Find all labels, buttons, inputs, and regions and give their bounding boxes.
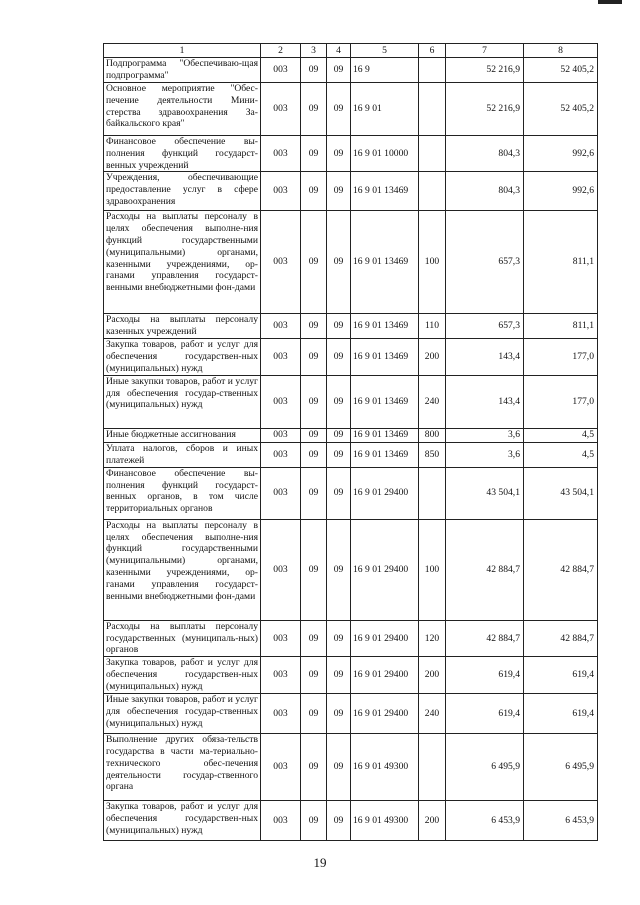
amount-cell-col7: 804,3 [446,172,524,211]
section-cell: 09 [301,519,327,620]
header-cell: 8 [524,44,598,58]
table-row [104,211,598,314]
table-row [104,620,598,656]
section-cell: 09 [301,58,327,83]
target-article-cell: 16 9 01 29400 [351,519,419,620]
expense-type-cell: 850 [419,442,446,467]
target-article-cell: 16 9 01 13469 [351,339,419,375]
section-cell: 09 [301,428,327,442]
subsection-cell: 09 [327,694,351,734]
section-cell: 09 [301,136,327,172]
amount-cell-col7: 619,4 [446,657,524,694]
code-cell: 003 [261,314,301,339]
table-row [104,442,598,467]
table-row [104,467,598,519]
subsection-cell: 09 [327,620,351,656]
amount-cell-col8: 43 504,1 [524,467,598,519]
subsection-cell: 09 [327,734,351,801]
target-article-cell: 16 9 [351,58,419,83]
target-article-cell: 16 9 01 29400 [351,467,419,519]
table-row [104,136,598,172]
section-cell: 09 [301,734,327,801]
amount-cell-col8: 177,0 [524,339,598,375]
row-name-cell: Иные закупки товаров, работ и услуг для обеспечения государ-ственных (муниципальных) нужд [104,694,261,734]
header-cell: 1 [104,44,261,58]
target-article-cell: 16 9 01 13469 [351,442,419,467]
amount-cell-col7: 42 884,7 [446,620,524,656]
code-cell: 003 [261,442,301,467]
target-article-cell: 16 9 01 [351,83,419,136]
row-name-cell: Закупка товаров, работ и услуг для обеспечения государствен-ных (муниципальных) нужд [104,339,261,375]
row-name-cell: Основное мероприятие "Обес-печение деятельности Мини-стерства здравоохранения За-байкальского края" [104,83,261,136]
row-name-cell: Закупка товаров, работ и услуг для обеспечения государствен-ных (муниципальных) нужд [104,801,261,841]
amount-cell-col8: 619,4 [524,657,598,694]
header-cell: 2 [261,44,301,58]
expense-type-cell [419,136,446,172]
section-cell: 09 [301,172,327,211]
amount-cell-col7: 6 495,9 [446,734,524,801]
table-row [104,801,598,841]
code-cell: 003 [261,801,301,841]
row-name-cell: Финансовое обеспечение вы-полнения функций государст-венных органов, в том числе территориальных органов [104,467,261,519]
subsection-cell: 09 [327,467,351,519]
amount-cell-col7: 42 884,7 [446,519,524,620]
amount-cell-col8: 992,6 [524,172,598,211]
expense-type-cell [419,83,446,136]
row-name-cell: Иные закупки товаров, работ и услуг для обеспечения государ-ственных (муниципальных) нужд [104,375,261,428]
code-cell: 003 [261,734,301,801]
row-name-cell: Учреждения, обеспечивающие предоставление услуг в сфере здравоохранения [104,172,261,211]
section-cell: 09 [301,442,327,467]
header-cell: 6 [419,44,446,58]
table-body [104,44,598,841]
amount-cell-col8: 42 884,7 [524,519,598,620]
amount-cell-col8: 177,0 [524,375,598,428]
amount-cell-col8: 4,5 [524,442,598,467]
section-cell: 09 [301,83,327,136]
expense-type-cell [419,467,446,519]
target-article-cell: 16 9 01 13469 [351,314,419,339]
expense-type-cell [419,58,446,83]
subsection-cell: 09 [327,172,351,211]
amount-cell-col8: 811,1 [524,211,598,314]
subsection-cell: 09 [327,519,351,620]
code-cell: 003 [261,467,301,519]
code-cell: 003 [261,519,301,620]
expense-type-cell: 240 [419,694,446,734]
expense-type-cell: 200 [419,339,446,375]
expense-type-cell: 800 [419,428,446,442]
section-cell: 09 [301,375,327,428]
expense-type-cell: 100 [419,211,446,314]
table-row [104,519,598,620]
row-name-cell: Иные бюджетные ассигнования [104,428,261,442]
code-cell: 003 [261,58,301,83]
subsection-cell: 09 [327,442,351,467]
amount-cell-col8: 6 495,9 [524,734,598,801]
amount-cell-col7: 619,4 [446,694,524,734]
row-name-cell: Подпрограмма "Обеспечиваю-щая подпрограмма" [104,58,261,83]
budget-table [103,43,598,841]
amount-cell-col8: 52 405,2 [524,58,598,83]
amount-cell-col8: 992,6 [524,136,598,172]
section-cell: 09 [301,339,327,375]
row-name-cell: Расходы на выплаты персоналу казенных учреждений [104,314,261,339]
table-row [104,58,598,83]
section-cell: 09 [301,801,327,841]
section-cell: 09 [301,467,327,519]
section-cell: 09 [301,657,327,694]
subsection-cell: 09 [327,375,351,428]
header-row [104,44,598,58]
amount-cell-col7: 3,6 [446,428,524,442]
scan-edge-mark [598,0,622,4]
expense-type-cell [419,734,446,801]
section-cell: 09 [301,211,327,314]
subsection-cell: 09 [327,801,351,841]
expense-type-cell: 120 [419,620,446,656]
row-name-cell: Уплата налогов, сборов и иных платежей [104,442,261,467]
code-cell: 003 [261,83,301,136]
amount-cell-col7: 804,3 [446,136,524,172]
expense-type-cell: 100 [419,519,446,620]
header-cell: 7 [446,44,524,58]
amount-cell-col8: 42 884,7 [524,620,598,656]
expense-type-cell [419,172,446,211]
section-cell: 09 [301,694,327,734]
target-article-cell: 16 9 01 13469 [351,211,419,314]
table-row [104,314,598,339]
table-row [104,83,598,136]
amount-cell-col7: 143,4 [446,375,524,428]
subsection-cell: 09 [327,657,351,694]
subsection-cell: 09 [327,428,351,442]
code-cell: 003 [261,211,301,314]
code-cell: 003 [261,375,301,428]
table-row [104,172,598,211]
amount-cell-col7: 52 216,9 [446,83,524,136]
subsection-cell: 09 [327,339,351,375]
code-cell: 003 [261,620,301,656]
row-name-cell: Расходы на выплаты персоналу в целях обеспечения выполне-ния функций государственными (муниципальными) органами, казенными учреждениями, ор-ганами управления государст-венными внебюджетными фон-дами [104,211,261,314]
code-cell: 003 [261,428,301,442]
section-cell: 09 [301,620,327,656]
amount-cell-col7: 52 216,9 [446,58,524,83]
amount-cell-col8: 4,5 [524,428,598,442]
header-cell: 3 [301,44,327,58]
target-article-cell: 16 9 01 49300 [351,734,419,801]
target-article-cell: 16 9 01 29400 [351,657,419,694]
table-row [104,339,598,375]
code-cell: 003 [261,172,301,211]
amount-cell-col7: 3,6 [446,442,524,467]
amount-cell-col7: 43 504,1 [446,467,524,519]
subsection-cell: 09 [327,83,351,136]
amount-cell-col7: 657,3 [446,211,524,314]
target-article-cell: 16 9 01 49300 [351,801,419,841]
target-article-cell: 16 9 01 29400 [351,620,419,656]
header-cell: 5 [351,44,419,58]
subsection-cell: 09 [327,211,351,314]
target-article-cell: 16 9 01 10000 [351,136,419,172]
table-row [104,734,598,801]
header-cell: 4 [327,44,351,58]
page-number: 19 [313,855,327,870]
code-cell: 003 [261,694,301,734]
row-name-cell: Финансовое обеспечение вы-полнения функций государст-венных учреждений [104,136,261,172]
amount-cell-col8: 52 405,2 [524,83,598,136]
target-article-cell: 16 9 01 29400 [351,694,419,734]
code-cell: 003 [261,339,301,375]
expense-type-cell: 200 [419,657,446,694]
amount-cell-col8: 811,1 [524,314,598,339]
expense-type-cell: 240 [419,375,446,428]
target-article-cell: 16 9 01 13469 [351,428,419,442]
table-row [104,694,598,734]
table-row [104,657,598,694]
target-article-cell: 16 9 01 13469 [351,375,419,428]
target-article-cell: 16 9 01 13469 [351,172,419,211]
amount-cell-col7: 143,4 [446,339,524,375]
table-row [104,375,598,428]
row-name-cell: Закупка товаров, работ и услуг для обеспечения государствен-ных (муниципальных) нужд [104,657,261,694]
subsection-cell: 09 [327,314,351,339]
row-name-cell: Выполнение других обяза-тельств государства в части ма-териально-технического обес-печения деятельности государ-ственного органа [104,734,261,801]
expense-type-cell: 200 [419,801,446,841]
table-row [104,428,598,442]
amount-cell-col8: 619,4 [524,694,598,734]
subsection-cell: 09 [327,136,351,172]
section-cell: 09 [301,314,327,339]
code-cell: 003 [261,657,301,694]
expense-type-cell: 110 [419,314,446,339]
code-cell: 003 [261,136,301,172]
amount-cell-col7: 6 453,9 [446,801,524,841]
subsection-cell: 09 [327,58,351,83]
amount-cell-col7: 657,3 [446,314,524,339]
amount-cell-col8: 6 453,9 [524,801,598,841]
row-name-cell: Расходы на выплаты персоналу в целях обеспечения выполне-ния функций государственными (муниципальными) органами, казенными учреждениями, ор-ганами управления государст-венными внебюджетными фон-дами [104,519,261,620]
row-name-cell: Расходы на выплаты персоналу государственных (муниципаль-ных) органов [104,620,261,656]
